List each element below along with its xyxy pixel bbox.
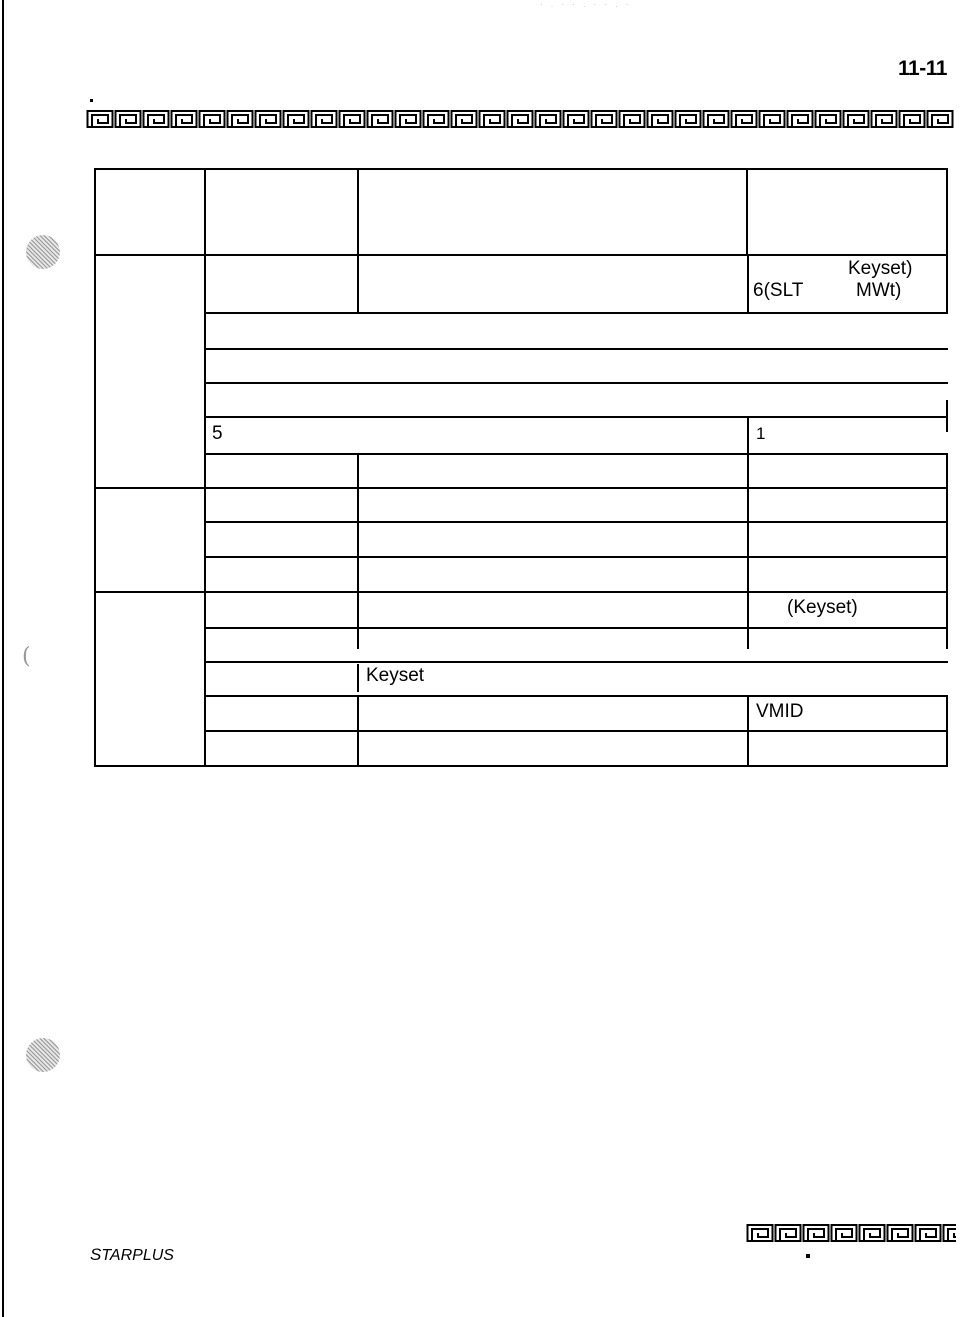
binder-hole-icon: [26, 1038, 60, 1072]
bullet-dot: [806, 1254, 810, 1258]
table-rule: [946, 400, 948, 432]
table-rule: [204, 382, 948, 384]
table-rule: [204, 556, 948, 558]
page-number: 11-11: [898, 57, 947, 80]
table-cell: Keyset: [366, 665, 425, 686]
table-cell: 5: [212, 423, 223, 444]
greek-key-border-bottom: [746, 1222, 956, 1244]
table-cell: 6(SLT: [753, 280, 804, 301]
table-rule: [204, 661, 948, 663]
binder-hole-icon: [26, 235, 60, 269]
table-rule: [946, 168, 948, 314]
table-cell: 1: [756, 424, 766, 443]
table-rule: [946, 695, 948, 767]
table-rule: [747, 418, 749, 453]
table-rule: [94, 168, 96, 767]
table-rule: [204, 453, 948, 455]
scan-noise: · . · · . · · . ·: [540, 0, 632, 9]
table-rule: [747, 695, 749, 767]
table-cell: VMID: [756, 701, 804, 722]
table-rule: [94, 765, 948, 767]
footer-brand: STARPLUS: [90, 1245, 174, 1264]
table-cell: MWt): [856, 280, 902, 301]
table-rule: [94, 591, 948, 593]
table-rule: [204, 695, 948, 697]
table-rule: [946, 453, 948, 649]
table-rule: [746, 168, 748, 256]
table-rule: [357, 695, 359, 767]
table-rule: [747, 627, 749, 649]
table-rule: [94, 168, 948, 170]
scan-mark: (: [22, 644, 31, 669]
table-rule: [204, 730, 948, 732]
greek-key-border-top: [86, 108, 954, 130]
table-rule: [747, 453, 749, 627]
table-rule: [204, 416, 948, 418]
table-rule: [204, 627, 948, 629]
table-rule: [204, 168, 206, 767]
table-rule: [204, 521, 948, 523]
left-margin-rule: [2, 0, 4, 1317]
table-rule: [204, 312, 948, 314]
table-rule: [357, 168, 359, 312]
table-rule: [204, 348, 948, 350]
table-rule: [94, 254, 948, 256]
bullet-dot: [90, 99, 93, 102]
table-rule: [357, 453, 359, 627]
table-rule: [357, 664, 359, 692]
table-rule: [747, 256, 749, 312]
table-cell: Keyset): [848, 258, 913, 279]
table-rule: [94, 487, 948, 489]
table-rule: [357, 627, 359, 649]
table-cell: (Keyset): [787, 597, 858, 618]
